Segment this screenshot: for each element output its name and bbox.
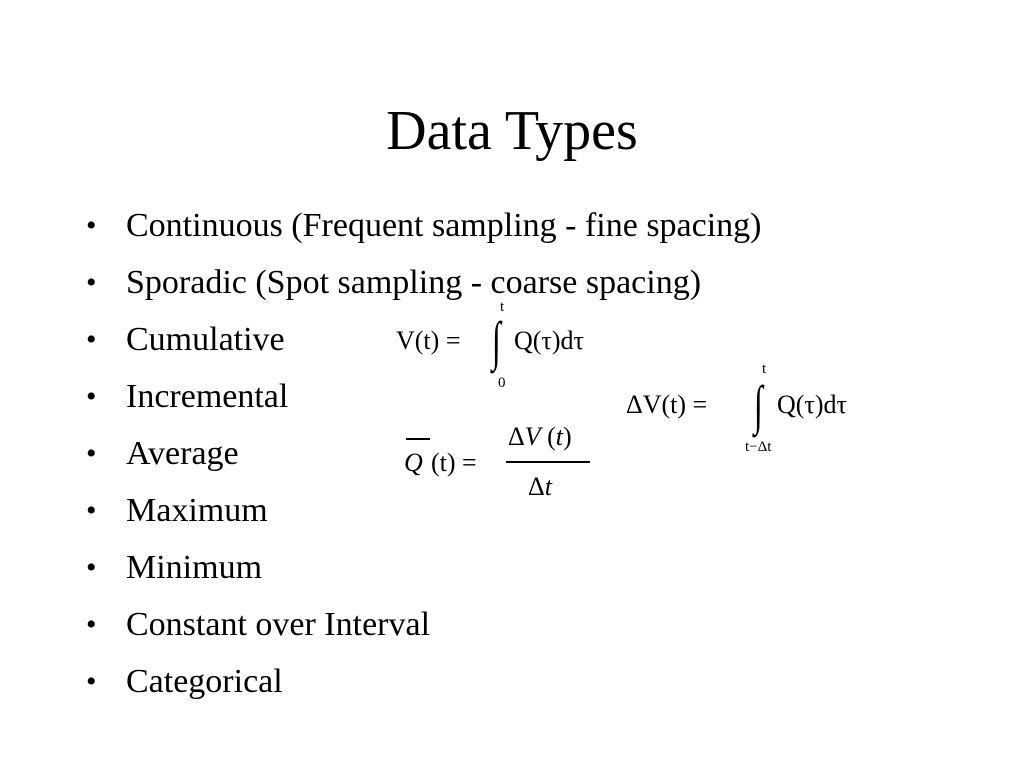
bullet-icon: • — [86, 266, 97, 299]
average-equation-lhs-arg: (t) = — [431, 448, 477, 477]
denominator-delta: Δ — [528, 472, 545, 501]
bullet-text: Maximum — [126, 492, 268, 529]
fraction-bar — [506, 461, 590, 463]
cumulative-equation-integrand: Q(τ)dτ — [514, 326, 584, 355]
incremental-equation-integrand: Q(τ)dτ — [777, 390, 847, 419]
bullet-icon: • — [86, 380, 97, 413]
overline — [406, 438, 430, 440]
bullet-icon: • — [86, 665, 97, 698]
incremental-upper-limit: t — [762, 361, 767, 377]
cumulative-equation — [396, 300, 626, 395]
bullet-text: Sporadic (Spot sampling - coarse spacing) — [126, 264, 702, 301]
list-item — [86, 548, 762, 605]
incremental-equation-lhs: ΔV(t) = — [626, 390, 708, 419]
numerator-close: ) — [563, 422, 572, 451]
average-numerator — [508, 424, 572, 450]
average-equation — [400, 420, 600, 505]
bullet-text: Cumulative — [126, 321, 285, 358]
list-item — [86, 605, 762, 662]
numerator-arg: t — [555, 422, 564, 451]
bullet-icon: • — [86, 494, 97, 527]
incremental-lower-limit: t−Δt — [745, 439, 772, 455]
incremental-equation — [626, 362, 886, 457]
cumulative-upper-limit: t — [500, 299, 505, 315]
list-item — [86, 206, 762, 263]
bullet-text: Minimum — [126, 549, 263, 586]
cumulative-equation-lhs: V(t) = — [396, 326, 461, 355]
bullet-text: Average — [126, 435, 239, 472]
numerator-var: V — [524, 422, 541, 451]
bullet-icon: • — [86, 437, 97, 470]
average-equation-lhs-symbol: Q — [404, 448, 423, 477]
bullet-icon: • — [86, 209, 97, 242]
list-item — [86, 662, 762, 719]
bullet-text: Constant over Interval — [126, 606, 431, 643]
integral-icon: ∫ — [754, 375, 763, 435]
denominator-var: t — [544, 472, 552, 501]
bullet-text: Incremental — [126, 378, 289, 415]
bullet-icon: • — [86, 323, 97, 356]
numerator-delta: Δ — [508, 422, 525, 451]
numerator-open: ( — [540, 422, 556, 451]
bullet-text: Categorical — [126, 663, 283, 700]
integral-icon: ∫ — [492, 311, 501, 371]
bullet-icon: • — [86, 608, 97, 641]
bullet-icon: • — [86, 551, 97, 584]
slide-title: Data Types — [386, 100, 638, 162]
cumulative-lower-limit: 0 — [498, 375, 506, 391]
average-denominator — [528, 474, 552, 500]
bullet-text: Continuous (Frequent sampling - fine spacing) — [126, 207, 762, 244]
